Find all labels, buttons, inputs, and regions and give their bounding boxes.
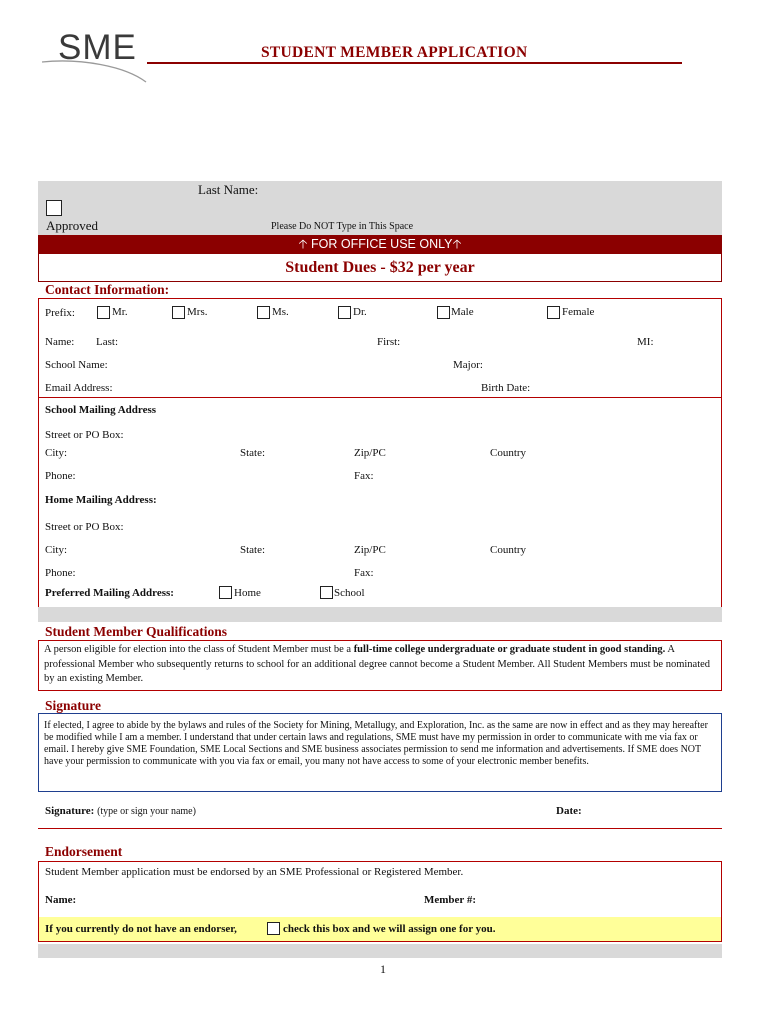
preferred-school-checkbox[interactable] — [320, 586, 333, 599]
home-address-heading: Home Mailing Address: — [45, 494, 157, 506]
mi-field-label: MI: — [637, 336, 654, 348]
approved-checkbox[interactable] — [46, 200, 62, 216]
preferred-home-checkbox[interactable] — [219, 586, 232, 599]
contact-heading: Contact Information: — [45, 282, 170, 297]
qualifications-text — [44, 643, 714, 687]
up-arrow-icon: 🡡 — [298, 237, 308, 251]
prefix-ms-checkbox[interactable] — [257, 306, 270, 319]
school-phone-label: Phone: — [45, 470, 76, 482]
school-fax-label: Fax: — [354, 470, 374, 482]
prefix-mrs-checkbox[interactable] — [172, 306, 185, 319]
endorser-name-label: Name: — [45, 894, 77, 906]
office-last-name-label: Last Name: — [198, 182, 259, 197]
prefix-mr-label: Mr. — [112, 306, 128, 318]
gray-separator — [38, 607, 722, 622]
page-title: STUDENT MEMBER APPLICATION — [261, 44, 528, 61]
home-street-label: Street or PO Box: — [45, 521, 124, 533]
school-zip-label: Zip/PC — [354, 447, 386, 459]
home-fax-label: Fax: — [354, 567, 374, 579]
prefix-dr-checkbox[interactable] — [338, 306, 351, 319]
name-label: Name: — [45, 336, 75, 348]
endorser-member-number-label: Member #: — [424, 894, 477, 906]
student-dues: Student Dues - $32 per year — [38, 254, 722, 282]
gender-male-label: Male — [451, 306, 474, 318]
office-notice: Please Do NOT Type in This Space — [271, 221, 414, 232]
first-name-field-label: First: — [377, 336, 401, 348]
email-label: Email Address: — [45, 382, 113, 394]
qualifications-heading: Student Member Qualifications — [45, 624, 227, 639]
office-banner-text: FOR OFFICE USE ONLY — [311, 237, 453, 251]
endorsement-text: Student Member application must be endorsed by an SME Professional or Registered Member. — [45, 866, 464, 878]
signature-terms-text: If elected, I agree to abide by the bylaws and rules of the Society for Mining, Metallugy, and Exploration, Inc. as the same are now in effect and as they may hereafter be modified while I am a member. I understand that under certain laws and regulations, SME must have my permission in order to communicate with me via fax or email. I hereby give SME Foundation, SME Local Sections and SME business associates permission to send me information and advertisements. If SME does NOT have your permission to communicate with you via fax or email, you many not have access to some of your electronic member benefits. — [44, 720, 708, 767]
signature-heading: Signature — [45, 698, 102, 713]
prefix-ms-label: Ms. — [272, 306, 289, 318]
school-state-label: State: — [240, 447, 266, 459]
qualifications-text-part: A professional Member who subsequently returns to school for an additional degree cannot become a Student Member. All Student Members must be nominated by an existing Member. — [44, 644, 711, 684]
title-rule — [147, 62, 682, 64]
birth-date-label: Birth Date: — [481, 382, 531, 394]
preferred-school-label: School — [334, 587, 365, 599]
school-street-label: Street or PO Box: — [45, 429, 124, 441]
endorsement-heading: Endorsement — [45, 844, 123, 859]
page-number: 1 — [380, 962, 386, 976]
prefix-dr-label: Dr. — [353, 306, 367, 318]
assign-endorser-text-after: check this box and we will assign one for you. — [283, 923, 496, 935]
last-name-field-label: Last: — [96, 336, 118, 348]
home-state-label: State: — [240, 544, 266, 556]
prefix-mr-checkbox[interactable] — [97, 306, 110, 319]
preferred-mailing-label: Preferred Mailing Address: — [45, 587, 174, 599]
signature-label — [45, 805, 196, 817]
home-phone-label: Phone: — [45, 567, 76, 579]
divider — [38, 828, 722, 829]
home-city-label: City: — [45, 544, 68, 556]
signature-label-text: Signature: — [45, 805, 95, 817]
preferred-home-label: Home — [234, 587, 261, 599]
qualifications-emphasis: full-time college undergraduate or graduate student in good standing. — [353, 644, 666, 655]
prefix-mrs-label: Mrs. — [187, 306, 208, 318]
assign-endorser-text-before: If you currently do not have an endorser, — [45, 923, 237, 935]
home-zip-label: Zip/PC — [354, 544, 386, 556]
gender-male-checkbox[interactable] — [437, 306, 450, 319]
gender-female-checkbox[interactable] — [547, 306, 560, 319]
office-use-banner — [38, 235, 722, 254]
gray-separator — [38, 944, 722, 958]
gender-female-label: Female — [562, 306, 595, 318]
qualifications-text-part: A person eligible for election into the class of Student Member must be a — [44, 644, 354, 655]
up-arrow-icon: 🡡 — [452, 237, 462, 251]
school-name-label: School Name: — [45, 359, 108, 371]
assign-endorser-checkbox[interactable] — [267, 922, 280, 935]
home-country-label: Country — [490, 544, 527, 556]
date-label: Date: — [556, 805, 582, 817]
signature-hint: (type or sign your name) — [97, 806, 196, 817]
school-address-heading: School Mailing Address — [45, 404, 157, 416]
prefix-label: Prefix: — [45, 307, 75, 319]
school-country-label: Country — [490, 447, 527, 459]
divider — [38, 397, 722, 398]
sme-logo: SME — [58, 28, 137, 67]
approved-label: Approved — [46, 218, 98, 233]
school-city-label: City: — [45, 447, 68, 459]
major-label: Major: — [453, 359, 483, 371]
